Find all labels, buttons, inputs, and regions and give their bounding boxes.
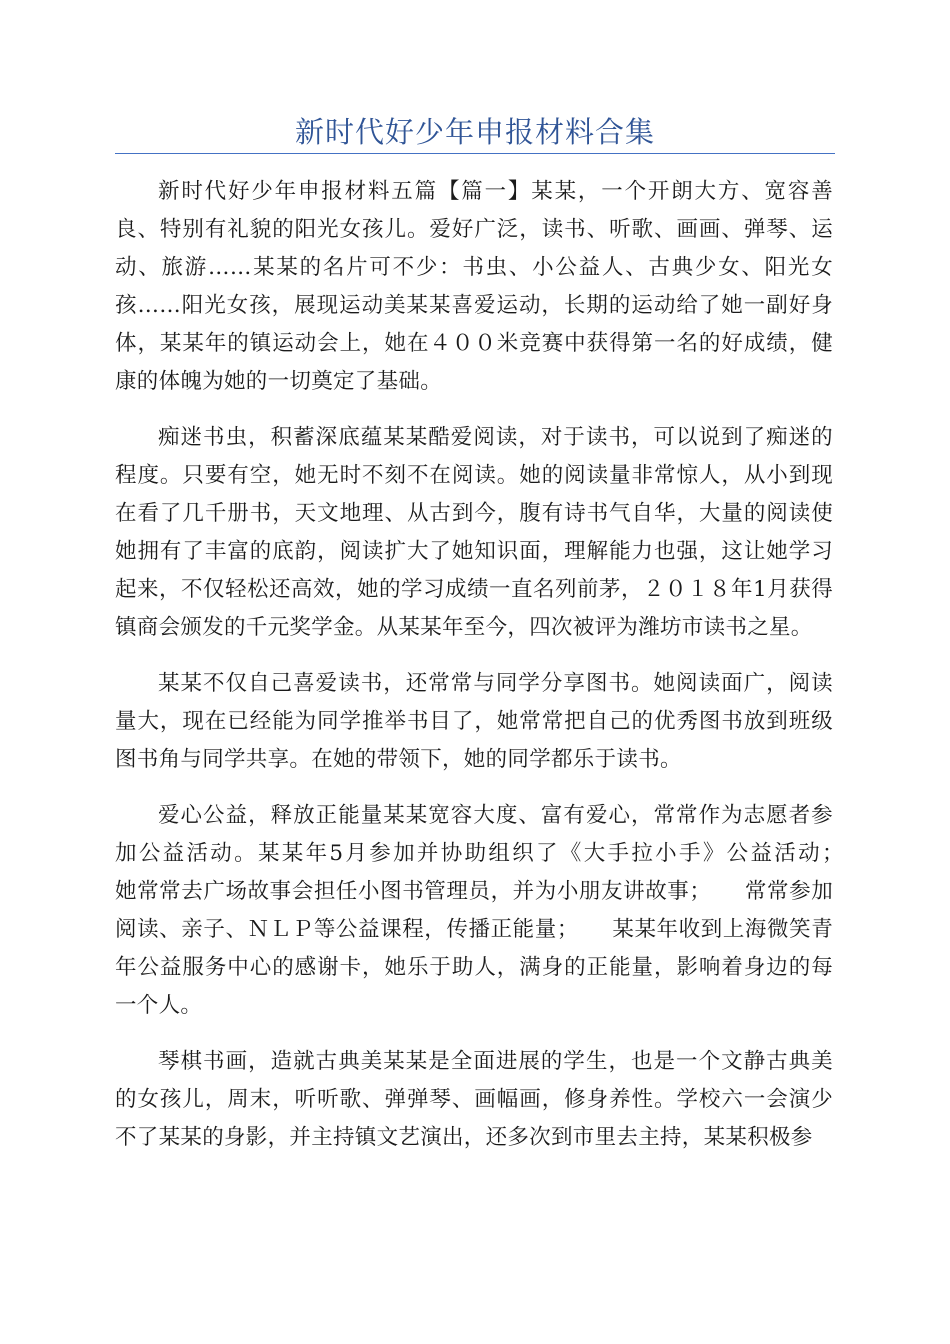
paragraph-sharing-books: 某某不仅自己喜爱读书，还常常与同学分享图书。她阅读面广，阅读量大，现在已经能为同学推举书目了，她常常把自己的优秀图书放到班级图书角与同学共享。在她的带领下，她的同学都乐于读书。 xyxy=(115,671,833,772)
paragraph-charity: 爱心公益，释放正能量某某宽容大度、富有爱心，常常作为志愿者参加公益活动。某某年5月参加并协助组织了《大手拉小手》公益活动； 她常常去广场故事会担任小图书管理员，并为小朋友讲故事； 常常参加阅读、亲子、ＮＬＰ等公益课程，传播正能量； 某某年收到上海微笑青年公益服务中心的感谢卡，她乐于助人，满身的正能量，影响着身边的每一个人。 xyxy=(115,803,877,1018)
document-body xyxy=(115,173,877,1175)
title-underline-rule xyxy=(115,153,835,154)
paragraph-arts: 琴棋书画，造就古典美某某是全面进展的学生，也是一个文静古典美的女孩儿，周末，听听歌、弹弹琴、画幅画，修身养性。学校六一会演少不了某某的身影，并主持镇文艺演出，还多次到市里去主持，某某积极参 xyxy=(115,1049,833,1150)
document-title: 新时代好少年申报材料合集 xyxy=(294,115,655,149)
paragraph-intro: 新时代好少年申报材料五篇【篇一】某某，一个开朗大方、宽容善良、特别有礼貌的阳光女孩儿。爱好广泛，读书、听歌、画画、弹琴、运动、旅游……某某的名片可不少：书虫、小公益人、古典少女、阳光女孩……阳光女孩，展现运动美某某喜爱运动，长期的运动给了她一副好身体，某某年的镇运动会上，她在４００米竞赛中获得第一名的好成绩，健康的体魄为她的一切奠定了基础。 xyxy=(115,179,833,394)
paragraph-reading: 痴迷书虫，积蓄深底蕴某某酷爱阅读，对于读书，可以说到了痴迷的程度。只要有空，她无时不刻不在阅读。她的阅读量非常惊人，从小到现在看了几千册书，天文地理、从古到今，腹有诗书气自华，大量的阅读使她拥有了丰富的底韵，阅读扩大了她知识面，理解能力也强，这让她学习起来，不仅轻松还高效，她的学习成绩一直名列前茅，２０１８年1月获得镇商会颁发的千元奖学金。从某某年至今，四次被评为潍坊市读书之星。 xyxy=(115,425,833,640)
